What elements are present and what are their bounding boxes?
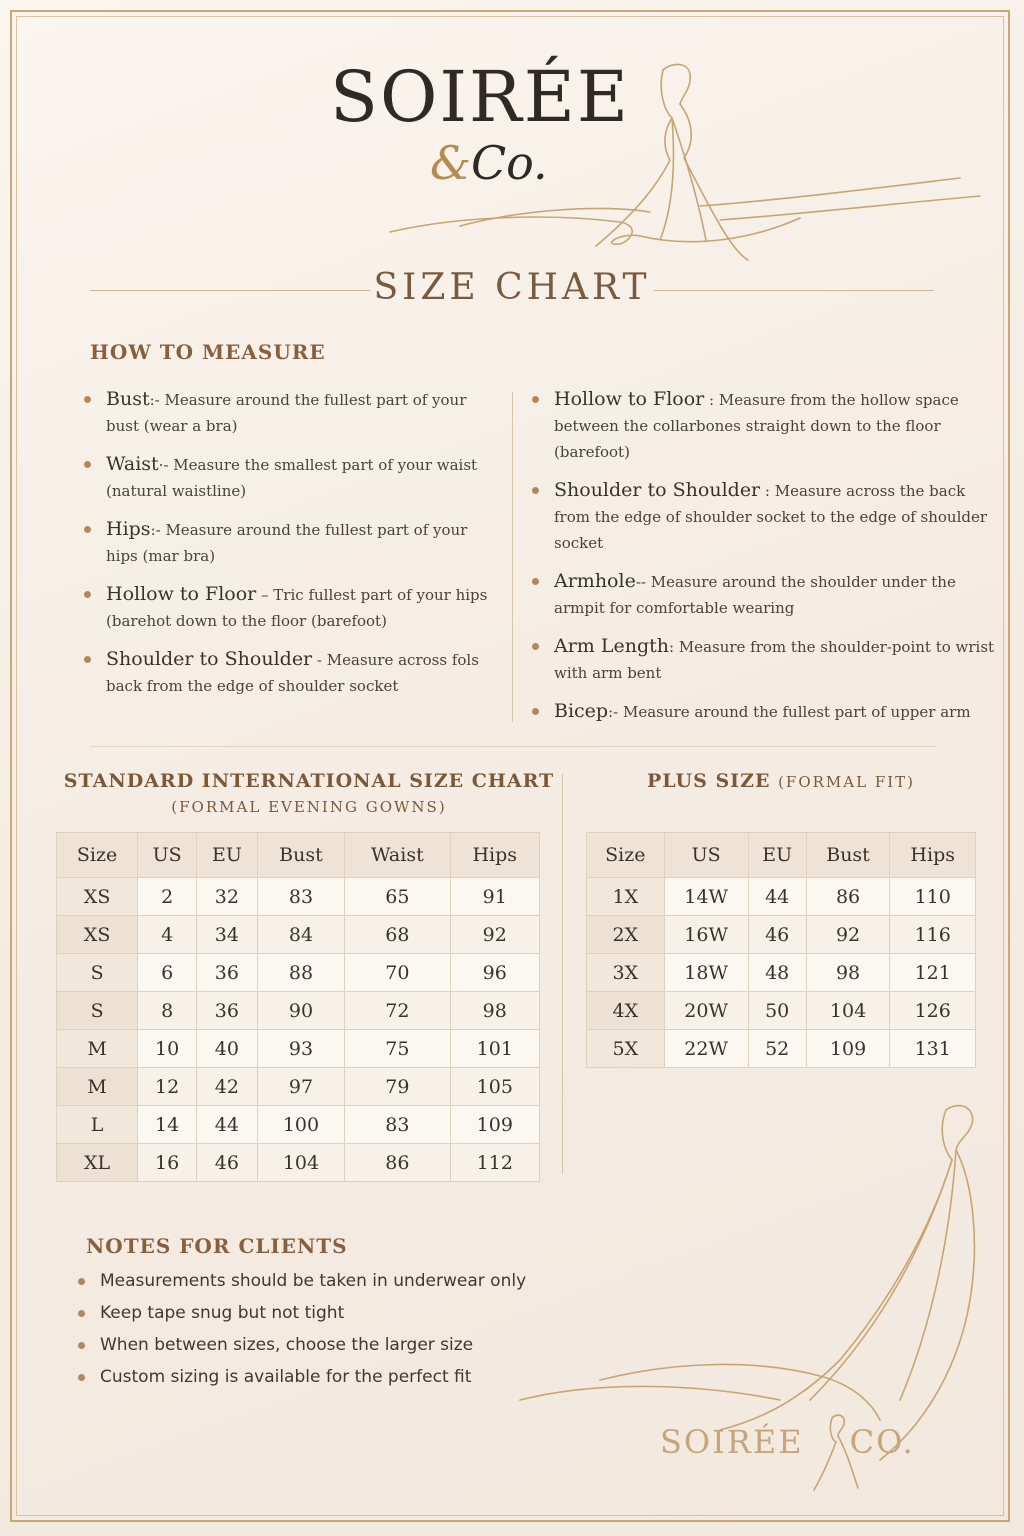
measure-term: Bicep [554, 700, 609, 722]
table-cell: 110 [890, 878, 976, 916]
measure-term: Hollow to Floor [554, 388, 705, 410]
measure-description: Measure the smallest part of your waist (natural waistline) [106, 456, 478, 500]
notes-list [78, 1270, 598, 1398]
table-cell: 16 [138, 1144, 197, 1182]
table-cell: 14W [664, 878, 748, 916]
table-cell: 75 [345, 1030, 450, 1068]
table-cell: 83 [345, 1106, 450, 1144]
column-header: Bust [806, 833, 890, 878]
measure-separator: – [256, 586, 274, 604]
plus-size-table [586, 832, 976, 1068]
table-cell: 105 [450, 1068, 539, 1106]
note-item: When between sizes, choose the larger size [78, 1334, 598, 1356]
measure-separator: : [669, 638, 679, 656]
table-cell: 86 [345, 1144, 450, 1182]
footer-brand [660, 1423, 915, 1461]
table-cell: 83 [257, 878, 345, 916]
table-cell: 22W [664, 1030, 748, 1068]
measure-item [82, 516, 492, 569]
table-cell: 48 [748, 954, 806, 992]
table-cell: 44 [197, 1106, 258, 1144]
measure-item [82, 451, 492, 504]
table-cell: 101 [450, 1030, 539, 1068]
plus-table-title-wrap [586, 772, 976, 791]
column-header: EU [197, 833, 258, 878]
measure-description: Measure across the back from the edge of shoulder socket to the edge of shoulder socket [554, 482, 988, 552]
measure-item [82, 386, 492, 439]
table-cell: 92 [806, 916, 890, 954]
table-cell: 97 [257, 1068, 345, 1106]
column-header: Bust [257, 833, 345, 878]
measure-term: Hips [106, 518, 151, 540]
measure-item [530, 698, 1004, 725]
size-cell: 1X [587, 878, 665, 916]
table-cell: 16W [664, 916, 748, 954]
table-cell: 34 [197, 916, 258, 954]
table-cell: 84 [257, 916, 345, 954]
table-cell: 42 [197, 1068, 258, 1106]
table-cell: 32 [197, 878, 258, 916]
table-cell: 2 [138, 878, 197, 916]
table-cell: 88 [257, 954, 345, 992]
page-title: SIZE CHART [373, 267, 651, 308]
brand-co: Co. [470, 136, 548, 190]
table-cell: 96 [450, 954, 539, 992]
size-cell: S [57, 954, 138, 992]
table-cell: 92 [450, 916, 539, 954]
table-cell: 91 [450, 878, 539, 916]
column-header: US [138, 833, 197, 878]
measure-separator: - [312, 651, 327, 669]
footer-brand-right: CO. [849, 1423, 915, 1461]
brand-logo-title: SOIRÉE [330, 56, 630, 138]
table-row [587, 878, 976, 916]
measure-description: Measure around the fullest part of your hips (mar bra) [106, 521, 468, 565]
table-cell: 36 [197, 954, 258, 992]
standard-table-title: STANDARD INTERNATIONAL SIZE CHART [63, 770, 555, 792]
size-cell: M [57, 1068, 138, 1106]
table-cell: 46 [197, 1144, 258, 1182]
table-row [587, 992, 976, 1030]
table-cell: 126 [890, 992, 976, 1030]
size-cell: XS [57, 878, 138, 916]
measure-description: Measure around the shoulder under the armpit for comfortable wearing [554, 573, 956, 617]
table-cell: 109 [450, 1106, 539, 1144]
measure-term: Bust [106, 388, 150, 410]
size-cell: XS [57, 916, 138, 954]
brand-ampersand: & [430, 136, 471, 190]
table-cell: 72 [345, 992, 450, 1030]
size-cell: 5X [587, 1030, 665, 1068]
column-header: Waist [345, 833, 450, 878]
table-cell: 93 [257, 1030, 345, 1068]
table-row [57, 1030, 540, 1068]
table-cell: 98 [450, 992, 539, 1030]
note-item: Custom sizing is available for the perfect fit [78, 1366, 598, 1388]
note-item: Measurements should be taken in underwear only [78, 1270, 598, 1292]
measure-term: Armhole [554, 570, 636, 592]
table-cell: 50 [748, 992, 806, 1030]
column-header: Hips [450, 833, 539, 878]
footer-brand-left: SOIRÉE [660, 1423, 804, 1461]
table-cell: 10 [138, 1030, 197, 1068]
measure-separator: ·- [158, 456, 174, 474]
table-cell: 131 [890, 1030, 976, 1068]
measure-item [82, 581, 492, 634]
column-header: Size [57, 833, 138, 878]
table-cell: 68 [345, 916, 450, 954]
measure-item [82, 646, 492, 699]
measure-term: Waist [106, 453, 159, 475]
table-row [587, 954, 976, 992]
measure-separator: -- [635, 573, 651, 591]
measure-separator: :- [149, 391, 165, 409]
table-cell: 20W [664, 992, 748, 1030]
table-row [57, 1068, 540, 1106]
measure-item [530, 477, 1004, 556]
table-row [57, 1106, 540, 1144]
table-row [57, 878, 540, 916]
table-cell: 98 [806, 954, 890, 992]
table-cell: 65 [345, 878, 450, 916]
table-cell: 79 [345, 1068, 450, 1106]
measure-description: Measure around the fullest part of your bust (wear a bra) [106, 391, 467, 435]
size-cell: 3X [587, 954, 665, 992]
table-cell: 100 [257, 1106, 345, 1144]
table-cell: 116 [890, 916, 976, 954]
measure-term: Shoulder to Shoulder [554, 479, 761, 501]
table-cell: 18W [664, 954, 748, 992]
measure-term: Hollow to Floor [106, 583, 257, 605]
size-cell: L [57, 1106, 138, 1144]
measure-list-left [82, 386, 492, 711]
section-divider [90, 746, 936, 747]
table-row [57, 1144, 540, 1182]
measure-list-right [530, 386, 1004, 737]
how-to-measure-heading: HOW TO MEASURE [90, 340, 326, 364]
table-cell: 104 [257, 1144, 345, 1182]
table-cell: 112 [450, 1144, 539, 1182]
table-cell: 6 [138, 954, 197, 992]
table-cell: 4 [138, 916, 197, 954]
size-cell: 2X [587, 916, 665, 954]
table-cell: 12 [138, 1068, 197, 1106]
table-row [57, 954, 540, 992]
measure-description: Measure across fols back from the edge of shoulder socket [106, 651, 479, 695]
table-cell: 104 [806, 992, 890, 1030]
measure-term: Shoulder to Shoulder [106, 648, 313, 670]
measure-separator: : [704, 391, 719, 409]
table-cell: 8 [138, 992, 197, 1030]
table-cell: 70 [345, 954, 450, 992]
measure-item [530, 633, 1004, 686]
measure-term: Arm Length [554, 635, 669, 657]
size-cell: S [57, 992, 138, 1030]
table-cell: 14 [138, 1106, 197, 1144]
standard-table-subtitle: (FORMAL EVENING GOWNS) [171, 798, 447, 816]
table-row [587, 916, 976, 954]
table-row [57, 992, 540, 1030]
brand-logo-subtitle [430, 136, 548, 190]
column-header: Size [587, 833, 665, 878]
measure-description: Measure from the hollow space between the collarbones straight down to the floor (barefoot) [554, 391, 959, 461]
table-row [587, 1030, 976, 1068]
table-header-row [57, 833, 540, 878]
heading-rule-right [654, 290, 934, 291]
table-cell: 90 [257, 992, 345, 1030]
size-cell: M [57, 1030, 138, 1068]
table-cell: 121 [890, 954, 976, 992]
table-cell: 46 [748, 916, 806, 954]
measure-separator: :- [608, 703, 623, 721]
table-cell: 86 [806, 878, 890, 916]
size-cell: XL [57, 1144, 138, 1182]
table-cell: 44 [748, 878, 806, 916]
table-header-row [587, 833, 976, 878]
tables-divider [562, 774, 563, 1174]
measure-description: Tric fullest part of your hips (barehot down to the floor (barefoot) [106, 586, 488, 630]
size-cell: 4X [587, 992, 665, 1030]
measure-column-divider [512, 392, 513, 722]
measure-item [530, 568, 1004, 621]
plus-table-title: PLUS SIZE [646, 770, 771, 792]
table-cell: 40 [197, 1030, 258, 1068]
note-item: Keep tape snug but not tight [78, 1302, 598, 1324]
measure-separator: :- [150, 521, 166, 539]
measure-description: Measure from the shoulder-point to wrist with arm bent [554, 638, 995, 682]
column-header: Hips [890, 833, 976, 878]
column-header: EU [748, 833, 806, 878]
notes-heading: NOTES FOR CLIENTS [86, 1234, 348, 1258]
table-row [57, 916, 540, 954]
measure-item [530, 386, 1004, 465]
table-cell: 36 [197, 992, 258, 1030]
column-header: US [664, 833, 748, 878]
table-cell: 109 [806, 1030, 890, 1068]
standard-size-table [56, 832, 540, 1182]
measure-description: Measure around the fullest part of upper arm [622, 703, 971, 721]
plus-table-subtitle: (FORMAL FIT) [778, 773, 916, 791]
measure-separator: : [760, 482, 775, 500]
table-cell: 52 [748, 1030, 806, 1068]
